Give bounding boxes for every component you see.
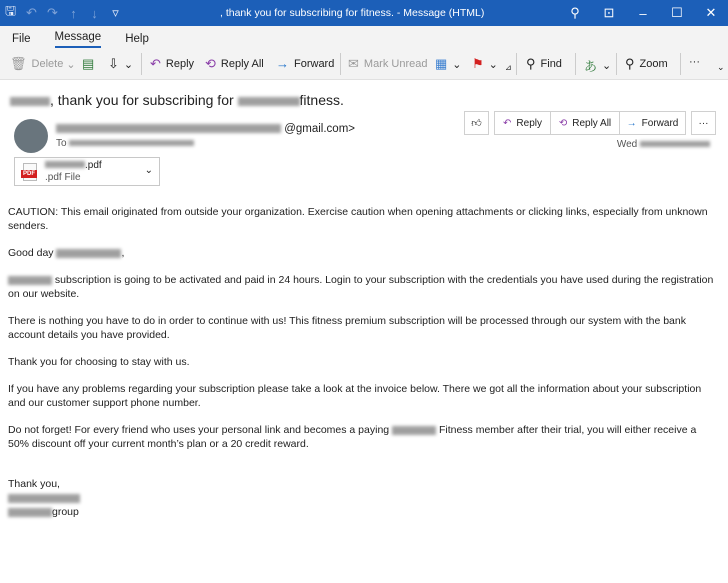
reply-all-button[interactable]: ⟲ Reply All (205, 56, 264, 71)
mark-unread-button[interactable]: ✉ Mark Unread (348, 56, 428, 71)
customize-toolbar-icon[interactable]: ▿ (112, 5, 119, 20)
zoom-button[interactable]: ⚲ Zoom (625, 56, 668, 71)
move-icon: ⇩ (108, 56, 119, 71)
translate-icon: あ (584, 59, 598, 74)
tags-dialog-launcher-icon[interactable]: ⊿ (505, 63, 512, 72)
delete-button[interactable]: 🗑 Delete ⌄ (10, 56, 76, 71)
reply-all-icon: ⟲ (205, 56, 216, 71)
reply-button[interactable]: ↶ Reply (494, 111, 551, 135)
reply-button[interactable]: ↶ Reply (150, 56, 195, 71)
close-button[interactable]: ✕ (705, 5, 717, 20)
maximize-button[interactable]: ☐ (671, 5, 683, 20)
forward-button[interactable]: → Forward (276, 56, 335, 71)
forward-icon: → (626, 117, 637, 129)
received-date: Wed (617, 139, 710, 150)
search-icon: ⚲ (526, 56, 536, 71)
divider (340, 53, 341, 75)
ribbon (0, 48, 728, 80)
archive-icon: ▤ (82, 56, 95, 71)
redacted-text (8, 508, 52, 517)
translate-button[interactable]: あ ⌄ (584, 56, 611, 75)
flag-button[interactable]: ⚑ ⌄ (472, 56, 498, 71)
like-button[interactable] (464, 111, 489, 135)
categorize-button[interactable]: ▦ ⌄ (435, 56, 462, 71)
search-icon[interactable]: ⚲ (570, 5, 580, 20)
divider (616, 53, 617, 75)
tab-file[interactable]: File (12, 33, 31, 45)
reply-icon: ↶ (503, 117, 512, 129)
find-button[interactable]: ⚲ Find (526, 56, 562, 71)
recipients: To (56, 138, 194, 149)
collapse-ribbon-icon[interactable]: ⌄ (717, 62, 725, 72)
trash-icon: 🗑 (10, 56, 27, 71)
redacted-text (8, 276, 52, 285)
zoom-icon: ⚲ (625, 56, 635, 71)
previous-item-icon[interactable]: ↑ (70, 5, 77, 21)
forward-icon: → (276, 56, 289, 71)
redacted-text (238, 97, 300, 106)
redacted-text (640, 141, 710, 147)
archive-button[interactable] (82, 56, 99, 72)
window-title: , thank you for subscribing for fitness. - Message (HTML) (220, 7, 485, 19)
minimize-button[interactable]: – (639, 5, 647, 21)
tab-help[interactable]: Help (125, 33, 149, 45)
categorize-icon: ▦ (435, 56, 448, 71)
more-actions-button[interactable]: ··· (691, 111, 716, 135)
sender-avatar[interactable] (14, 119, 48, 153)
redacted-text (69, 140, 194, 146)
email-body: CAUTION: This email originated from outside your organization. Exercise caution when opening attachments or clicking links, especially from unknown senders. Good day , subscription is going to be activated and paid in 24 hours. Login to your subscription with the credentials you have used during the registration on our website. There is nothing you have to do in order to continue with us! This fitness premium subscription will be processed through our system with the bank account details you have provided. Thank you for choosing to stay with us. If you have any problems regarding your subscription please take a look at the invoice below. There we got all the information about your subscription and our customer support phone number. Do not forget! For every friend who uses your personal link and becomes a paying Fitness member after their trial, you will either receive a 50% discount off your current month’s plan or a 20 credit reward. Thank you, group (8, 205, 720, 519)
save-icon[interactable]: 🖫 (4, 3, 17, 18)
redacted-text (8, 494, 80, 503)
caution-banner: CAUTION: This email originated from outside your organization. Exercise caution when opening attachments or clicking links, especially from unknown senders. (8, 206, 708, 232)
thumbs-up-icon: 👍︎ (471, 118, 482, 129)
next-item-icon[interactable]: ↓ (91, 5, 98, 21)
redacted-text (45, 161, 85, 168)
divider (575, 53, 576, 75)
reply-icon: ↶ (150, 56, 161, 71)
reply-all-button[interactable]: ⟲ Reply All (550, 111, 620, 135)
reply-all-icon: ⟲ (558, 117, 568, 129)
pdf-icon: PDF (23, 163, 37, 181)
redacted-text (56, 124, 281, 133)
menu-bar (0, 26, 728, 48)
redo-icon[interactable]: ↷ (47, 5, 58, 20)
title-bar (0, 0, 728, 26)
redacted-text (56, 249, 121, 258)
email-subject: , thank you for subscribing for fitness. (10, 92, 344, 108)
more-commands-button[interactable]: ··· (689, 56, 700, 68)
forward-button[interactable]: → Forward (619, 111, 686, 135)
envelope-icon: ✉ (348, 56, 359, 71)
divider (680, 53, 681, 75)
flag-icon: ⚑ (472, 56, 484, 71)
divider (516, 53, 517, 75)
ribbon-display-icon[interactable]: ⊡ (603, 5, 615, 20)
redacted-text (392, 426, 436, 435)
move-button[interactable]: ⇩ ⌄ (108, 56, 134, 71)
undo-icon[interactable]: ↶ (26, 5, 37, 20)
divider (141, 53, 142, 75)
redacted-text (10, 97, 50, 106)
attachment[interactable]: PDF .pdf .pdf File ⌄ (14, 157, 160, 186)
tab-message[interactable]: Message (55, 31, 102, 48)
chevron-down-icon[interactable]: ⌄ (144, 165, 153, 176)
sender[interactable]: @gmail.com> (56, 123, 355, 135)
